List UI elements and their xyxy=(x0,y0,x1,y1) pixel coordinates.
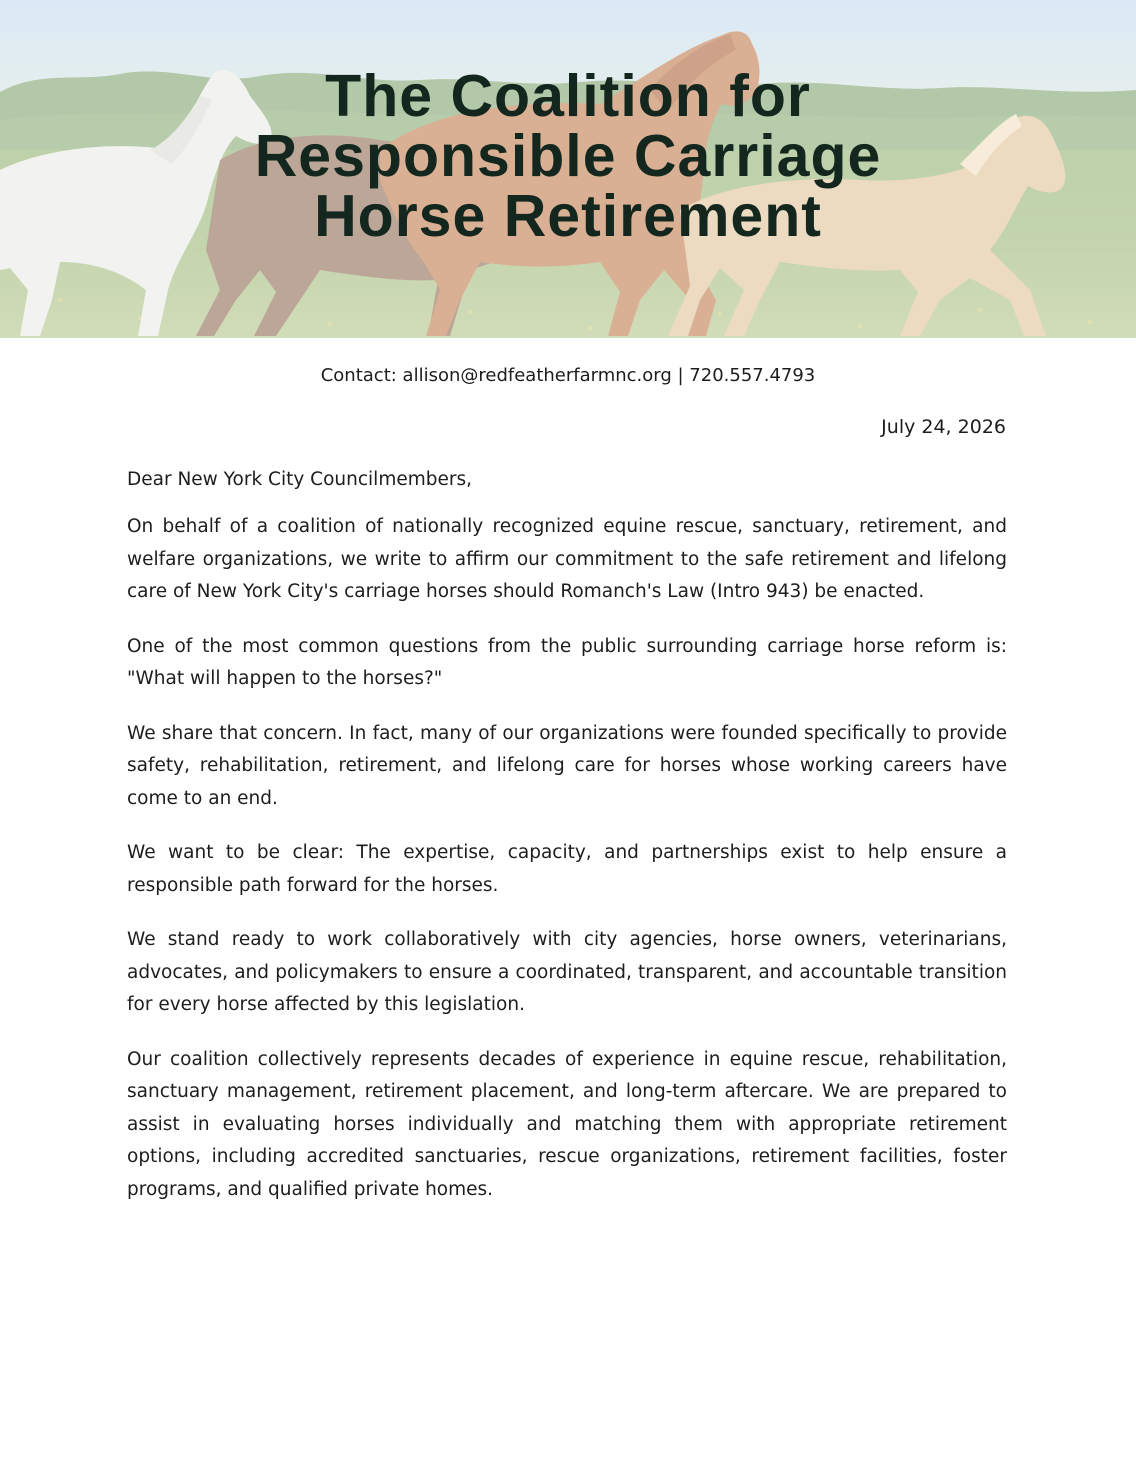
letter-date: July 24, 2026 xyxy=(881,416,1006,438)
body-paragraph: We want to be clear: The expertise, capacity, and partnerships exist to help ensure a responsible path forward for the horses. xyxy=(127,842,1007,896)
salutation: Dear New York City Councilmembers, xyxy=(127,469,472,490)
title-line: Horse Retirement xyxy=(314,183,822,249)
body-paragraph: We stand ready to work collaboratively with city agencies, horse owners, veterinarians, advocates, and policymakers to ensure a coordinated, transparent, and accountable transition for every horse affected by this legislation. xyxy=(127,929,1007,1015)
body-paragraph: On behalf of a coalition of nationally recognized equine rescue, sanctuary, retirement, and welfare organizations, we write to affirm our commitment to the safe retirement and lifelong care of New York City's carriage horses should Romanch's Law (Intro 943) be enacted. xyxy=(127,516,1007,602)
title-line: The Coalition for xyxy=(325,63,811,129)
body-paragraph: One of the most common questions from the public surrounding carriage horse reform is: "What will happen to the horses?" xyxy=(127,635,1007,689)
body-paragraph: Our coalition collectively represents decades of experience in equine rescue, rehabilitation, sanctuary management, retirement placement, and long-term aftercare. We are prepared to assist in evaluating horses individually and matching them with appropriate retirement options, including accredited sanctuaries, rescue organizations, retirement facilities, foster programs, and qualified private homes. xyxy=(127,1048,1007,1200)
letter-body xyxy=(127,466,1007,1228)
contact-line: Contact: allison@redfeatherfarmnc.org | 720.557.4793 xyxy=(320,365,816,386)
title-line: Responsible Carriage xyxy=(254,123,882,189)
header-banner xyxy=(0,0,1136,338)
page-title xyxy=(0,63,1136,249)
body-paragraph: We share that concern. In fact, many of our organizations were founded specifically to provide safety, rehabilitation, retirement, and lifelong care for horses whose working careers have come to an end. xyxy=(127,722,1007,809)
